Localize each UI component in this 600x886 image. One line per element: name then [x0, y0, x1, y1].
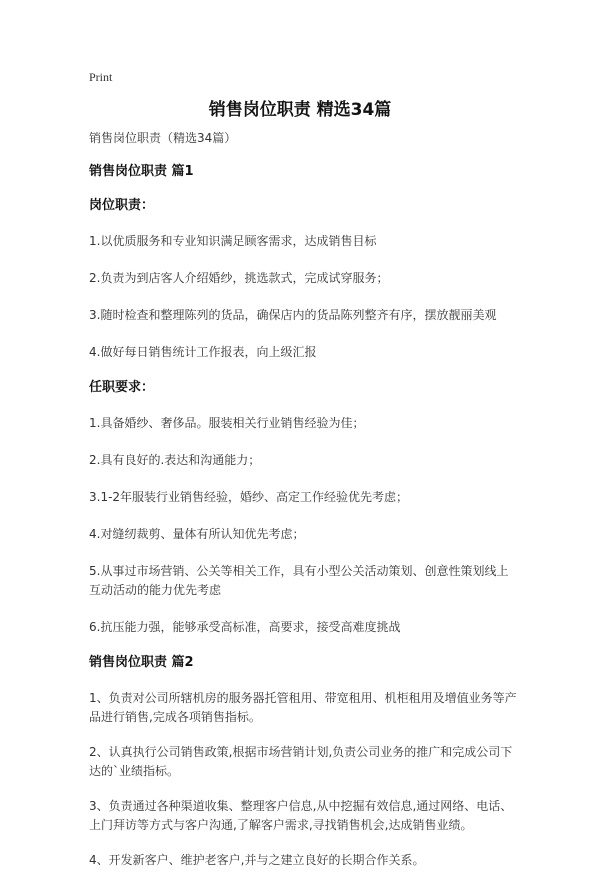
- list-item: 6.抗压能力强，能够承受高标准，高要求，接受高难度挑战: [89, 620, 401, 634]
- list-item: 1.以优质服务和专业知识满足顾客需求，达成销售目标: [89, 234, 377, 248]
- section-heading: 销售岗位职责 篇1: [89, 164, 194, 179]
- print-label: Print: [89, 70, 113, 84]
- duties-heading: 岗位职责：: [89, 198, 155, 213]
- requirements-heading: 任职要求：: [89, 380, 155, 395]
- document-subtitle: 销售岗位职责（精选34篇）: [89, 131, 237, 145]
- list-item: 4.做好每日销售统计工作报表，向上级汇报: [89, 345, 317, 359]
- document-title: 销售岗位职责 精选34篇: [208, 100, 392, 120]
- document-body: [89, 130, 519, 886]
- list-item: 1.具备婚纱、奢侈品。服装相关行业销售经验为佳；: [89, 416, 365, 430]
- list-item: 4.对缝纫裁剪、量体有所认知优先考虑；: [89, 527, 305, 541]
- section-heading: 销售岗位职责 篇2: [89, 655, 194, 670]
- list-item: 1、负责对公司所辖机房的服务器托管租用、带宽租用、机柜租用及增值业务等产品进行销售,完成各项销售指标。: [89, 691, 517, 724]
- section-1: [89, 164, 519, 637]
- list-item: 2.具有良好的.表达和沟通能力；: [89, 453, 261, 467]
- list-item: 3.随时检查和整理陈列的货品，确保店内的货品陈列整齐有序，摆放靓丽美观: [89, 308, 497, 322]
- list-item: 4、开发新客户、维护老客户,并与之建立良好的长期合作关系。: [89, 853, 425, 867]
- list-item: 3.1-2年服装行业销售经验，婚纱、高定工作经验优先考虑；: [89, 490, 409, 504]
- list-item: 2.负责为到店客人介绍婚纱，挑选款式，完成试穿服务；: [89, 271, 389, 285]
- list-item: 2、认真执行公司销售政策,根据市场营销计划,负责公司业务的推广和完成公司下达的`业绩指标。: [89, 745, 513, 778]
- list-item: 5.从事过市场营销、公关等相关工作，具有小型公关活动策划、创意性策划线上互动活动的能力优先考虑: [89, 564, 509, 597]
- section-2: [89, 655, 519, 870]
- list-item: 3、负责通过各种渠道收集、整理客户信息,从中挖掘有效信息,通过网络、电话、上门拜访等方式与客户沟通,了解客户需求,寻找销售机会,达成销售业绩。: [89, 799, 513, 832]
